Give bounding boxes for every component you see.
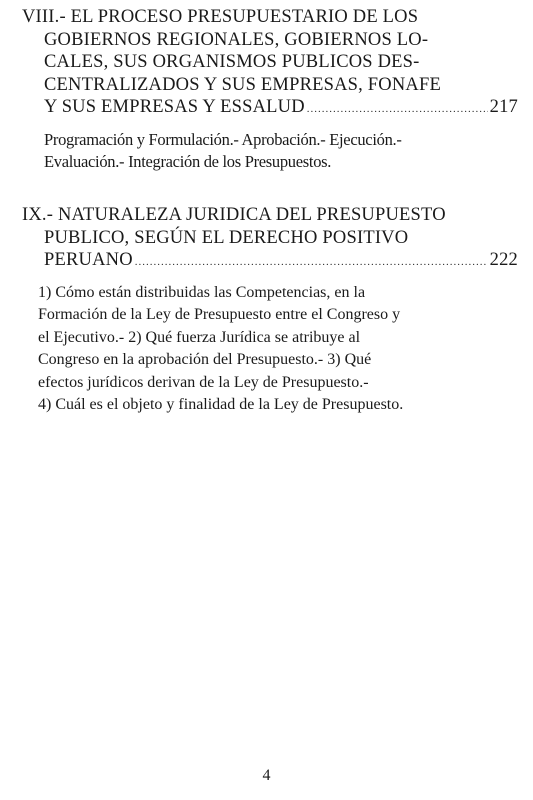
toc-heading-line <box>22 204 518 227</box>
toc-description <box>22 282 518 417</box>
toc-heading-leader-line <box>22 249 518 274</box>
toc-entry-number: IX.- <box>22 205 54 225</box>
toc-description-line: efectos jurídicos derivan de la Ley de Presupuesto.- <box>38 373 369 391</box>
toc-description-line: Formación de la Ley de Presupuesto entre el Congreso y <box>38 306 401 323</box>
toc-title-line: Y SUS EMPRESAS Y ESSALUD <box>44 97 305 117</box>
toc-description-line: Programación y Formulación.- Aprobación.- Ejecución.- <box>44 129 402 149</box>
toc-title-line: GOBIERNOS REGIONALES, GOBIERNOS LO- <box>44 29 429 50</box>
toc-page-number: 222 <box>489 250 518 270</box>
toc-heading <box>22 6 518 121</box>
toc-page-number: 217 <box>489 97 518 117</box>
toc-title-line: EL PROCESO PRESUPUESTARIO DE LOS <box>70 7 419 27</box>
toc-title-line: PERUANO <box>44 250 133 270</box>
toc-title-line: NATURALEZA JURIDICA DEL PRESUPUESTO <box>57 205 446 225</box>
toc-description-line: Congreso en la aprobación del Presupuesto.- 3) Qué <box>38 351 372 368</box>
toc-heading-line <box>22 29 518 52</box>
toc-title-line: CALES, SUS ORGANISMOS PUBLICOS DES- <box>44 52 420 72</box>
toc-heading-leader-line <box>22 96 518 121</box>
toc-description <box>22 129 518 174</box>
dot-leader <box>135 251 488 274</box>
toc-heading <box>22 204 518 274</box>
toc-description-line: 4) Cuál es el objeto y finalidad de la Ley de Presupuesto. <box>38 396 404 413</box>
toc-entry-number: VIII.- <box>22 7 66 27</box>
toc-heading-line <box>22 74 518 97</box>
toc-heading-line <box>22 51 518 74</box>
dot-leader <box>307 98 488 121</box>
toc-description-line: Evaluación.- Integración de los Presupuestos. <box>44 152 332 171</box>
page-number: 4 <box>262 767 271 784</box>
toc-heading-line <box>22 6 518 29</box>
toc-description-line: el Ejecutivo.- 2) Qué fuerza Jurídica se atribuye al <box>38 328 361 346</box>
toc-title-line: CENTRALIZADOS Y SUS EMPRESAS, FONAFE <box>44 74 441 95</box>
toc-entry-viii <box>22 6 518 174</box>
toc-heading-line <box>22 227 518 250</box>
toc-description-line: 1) Cómo están distribuidas las Competencias, en la <box>38 283 366 301</box>
toc-title-line: PUBLICO, SEGÚN EL DERECHO POSITIVO <box>44 227 409 248</box>
toc-entry-ix <box>22 204 518 417</box>
